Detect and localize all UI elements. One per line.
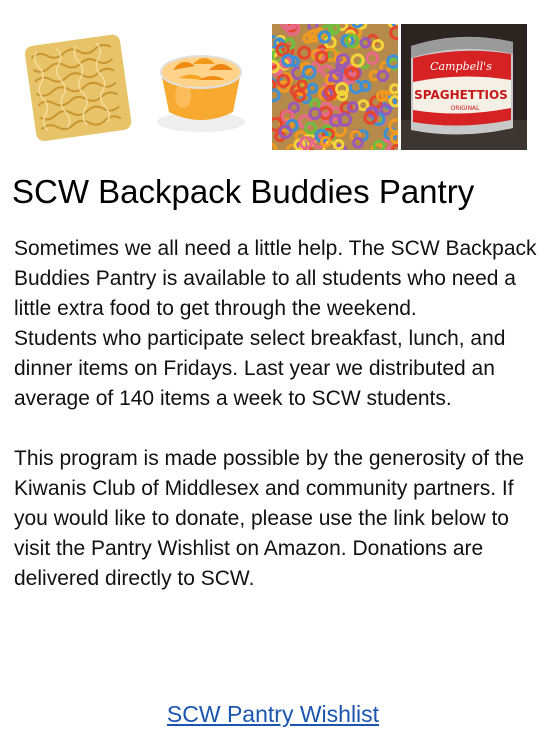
photo-strip — [14, 24, 529, 150]
description — [14, 234, 542, 594]
paragraph-spacer — [14, 414, 542, 444]
can-sub-text: ORIGINAL — [450, 105, 480, 112]
ramen-noodles-photo — [14, 24, 140, 150]
page-title: SCW Backpack Buddies Pantry — [12, 173, 475, 210]
donation-paragraph: This program is made possible by the generosity of the Kiwanis Club of Middlesex and community partners. If you would like to donate, please use the link below to visit the Pantry Wishlist on Amazon. Donations are delivered directly to SCW. — [14, 447, 525, 590]
participation-paragraph: Students who participate select breakfast, lunch, and dinner items on Fridays. Last year we distributed an average of 140 items a week to SCW students. — [14, 327, 506, 410]
spaghetti-can-photo — [401, 24, 527, 150]
pantry-wishlist-link[interactable]: SCW Pantry Wishlist — [166, 701, 380, 727]
fruit-cereal-photo — [272, 24, 398, 150]
intro-paragraph: Sometimes we all need a little help. The SCW Backpack Buddies Pantry is available to all students who need a little extra food to get through the weekend. — [14, 237, 537, 320]
wishlist-link-container — [0, 699, 546, 729]
mandarin-orange-cup-photo — [143, 24, 269, 150]
can-label-text: SPAGHETTIOS — [414, 88, 508, 102]
can-brand-text: Campbell's — [430, 60, 492, 73]
